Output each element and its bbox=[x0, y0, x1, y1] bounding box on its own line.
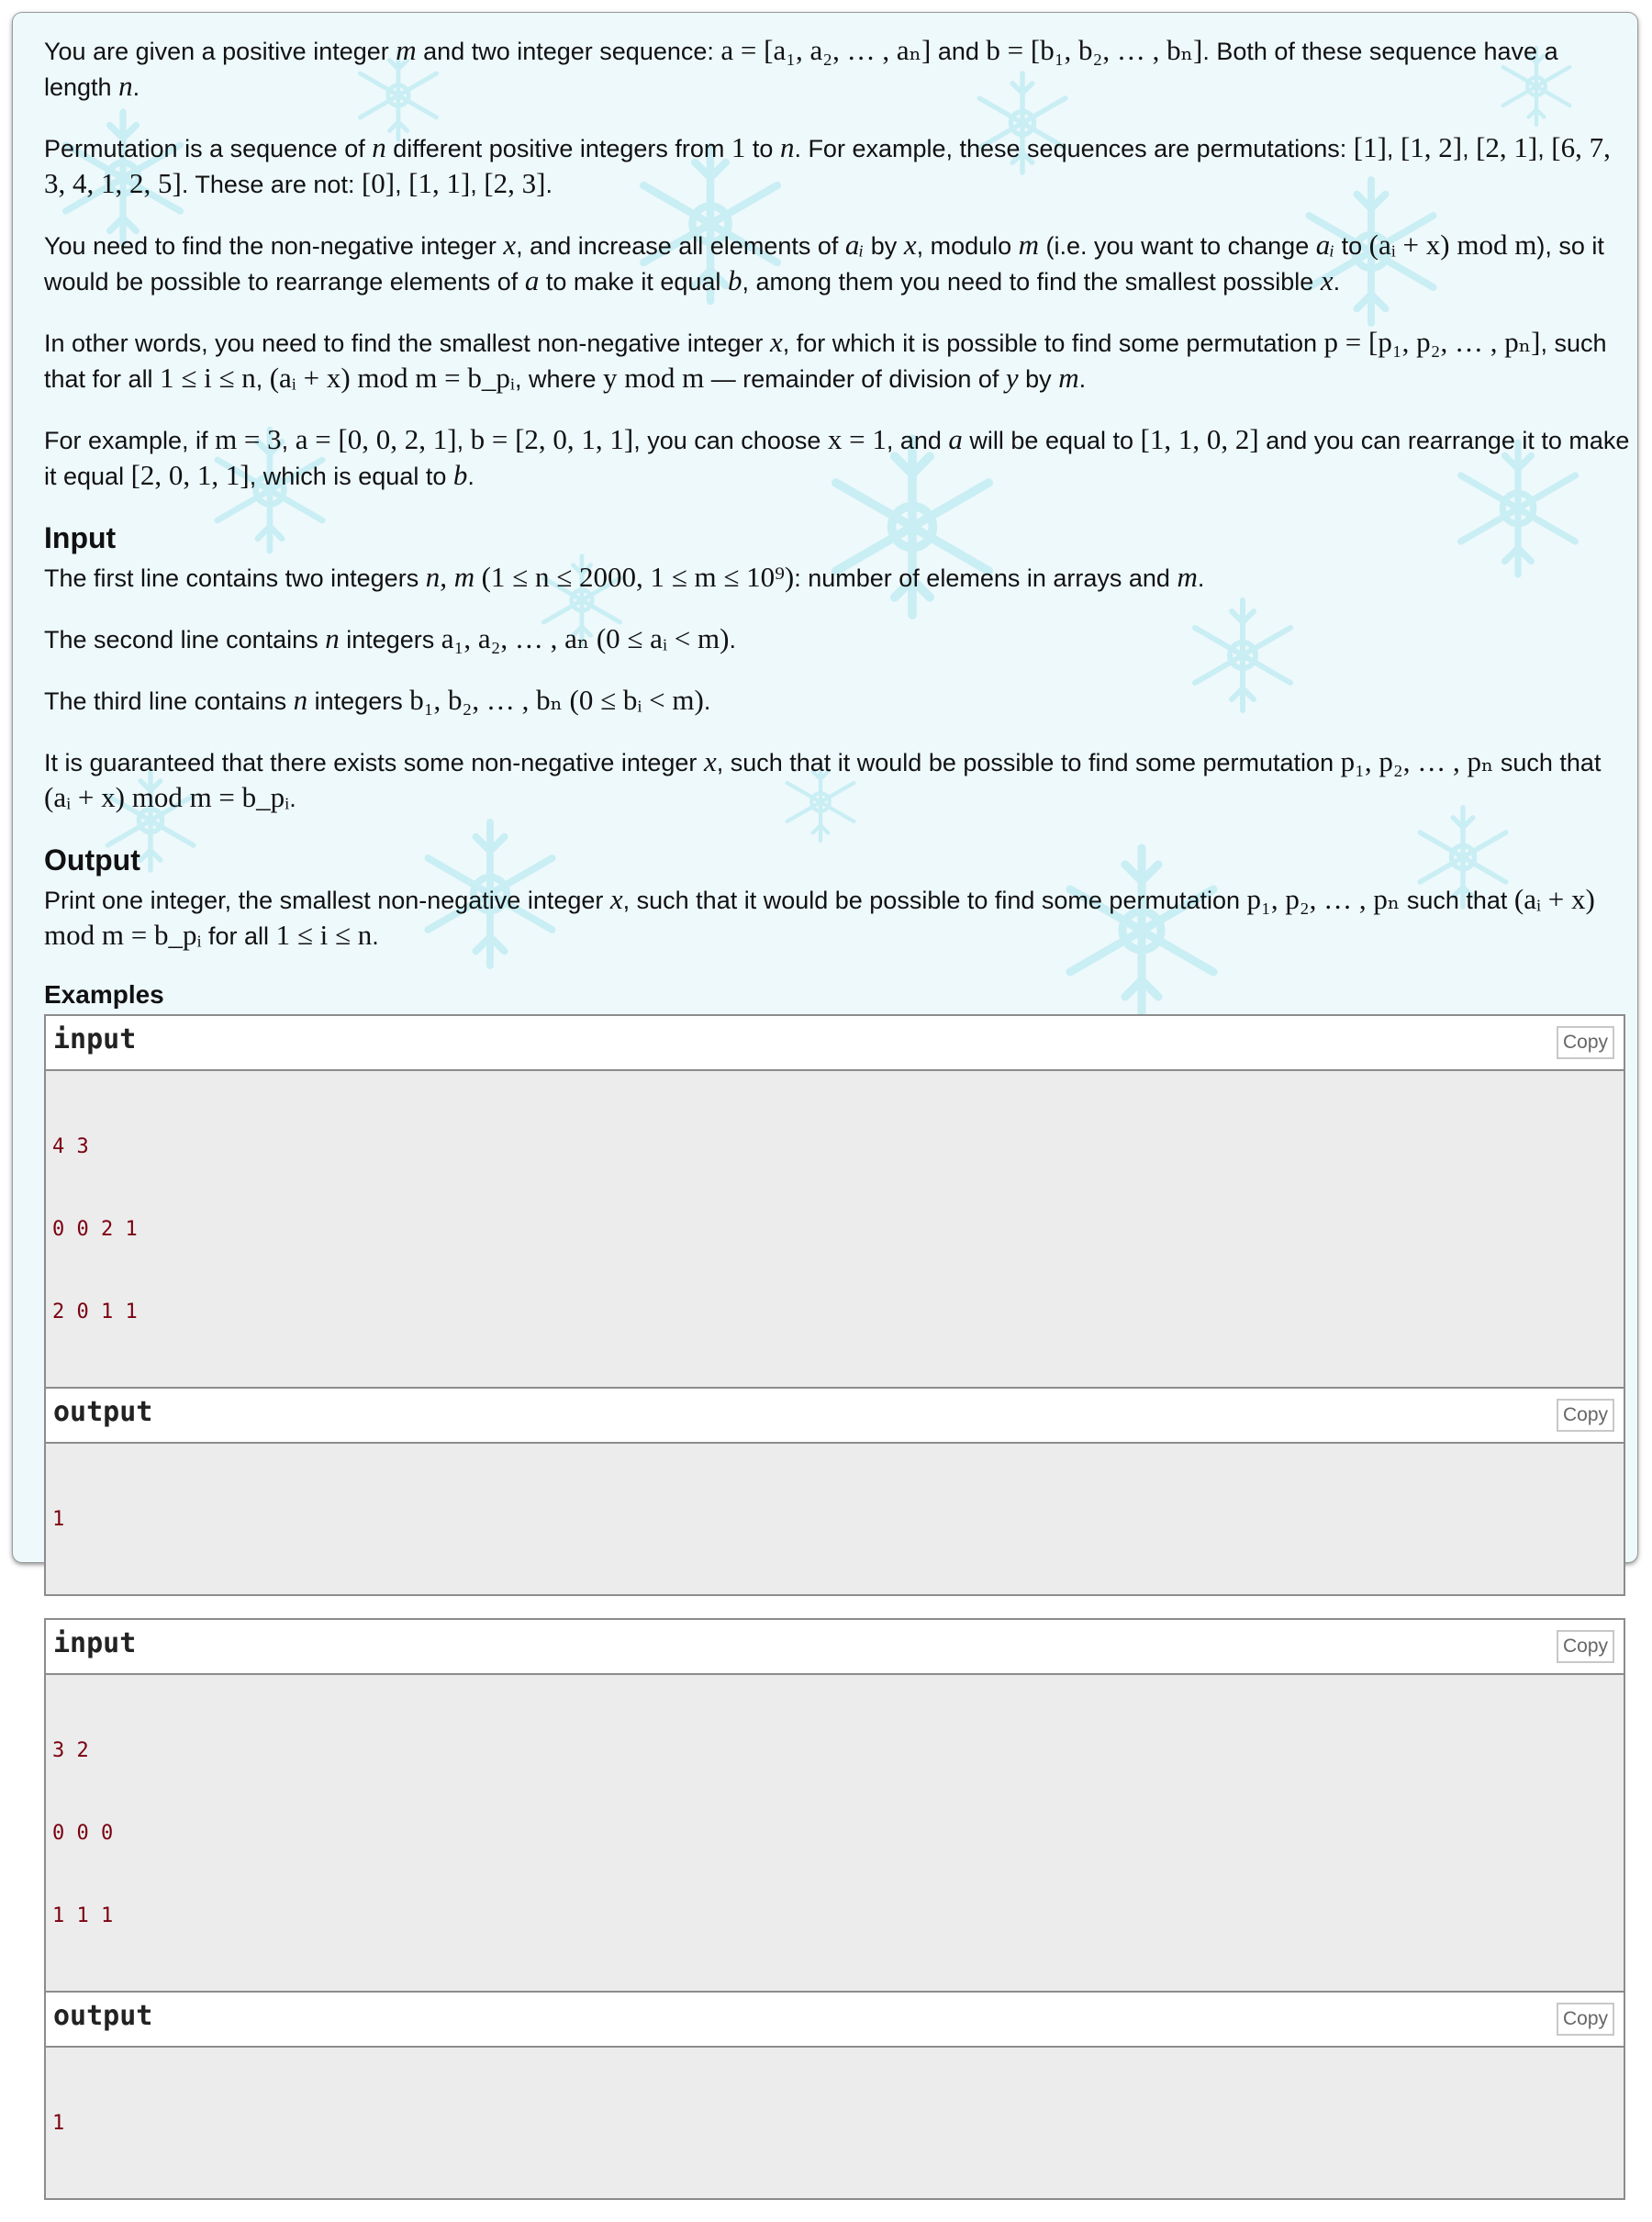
input-label: input bbox=[53, 1627, 137, 1659]
example-1-input-body[interactable] bbox=[46, 1071, 1624, 1387]
copy-output-button[interactable]: Copy bbox=[1557, 2003, 1614, 2036]
legend-paragraph-3: You need to find the non-negative integer x, and increase all elements of aᵢ by x, modulo m (i.e. you want to change aᵢ to (aᵢ + x) mod m), so it would be possible to rearrange elements of a to make it equal b, among them you need to find the smallest possible x. bbox=[44, 229, 1604, 296]
sequence-b-formula: b = [b₁, b₂, … , bₙ] bbox=[986, 34, 1203, 66]
input-label: input bbox=[53, 1023, 137, 1055]
example-1-output-header bbox=[46, 1387, 1624, 1444]
example-2-input-header bbox=[46, 1620, 1624, 1675]
problem-statement-card bbox=[13, 13, 1637, 2135]
output-label: output bbox=[53, 2000, 153, 2032]
copy-input-button[interactable]: Copy bbox=[1557, 1026, 1614, 1059]
input-paragraph-1: The first line contains two integers n, m (1 ≤ n ≤ 2000, 1 ≤ m ≤ 10⁹): number of elemens in arrays and m. bbox=[44, 561, 1205, 593]
output-line: 1 bbox=[52, 2112, 65, 2135]
input-paragraph-2: The second line contains n integers a₁, a₂, … , aₙ (0 ≤ aᵢ < m). bbox=[44, 622, 736, 654]
example-2-output-header bbox=[46, 1991, 1624, 2048]
output-paragraph: Print one integer, the smallest non-negative integer x, such that it would be possible to find some permutation p₁, p₂, … , pₙ such that (aᵢ + x) mod m = b_pᵢ for all 1 ≤ i ≤ n. bbox=[44, 883, 1595, 951]
input-line: 0 0 0 bbox=[52, 1822, 114, 1845]
copy-output-button[interactable]: Copy bbox=[1557, 1399, 1614, 1432]
input-line: 3 2 bbox=[52, 1739, 89, 1762]
examples-title: Examples bbox=[44, 980, 164, 1009]
input-section-title: Input bbox=[44, 521, 117, 554]
output-line: 1 bbox=[52, 1508, 65, 1531]
legend-paragraph-2: Permutation is a sequence of n different positive integers from 1 to n. For example, these sequences are permutations: [1], [1, 2], [2, 1], [6, 7, 3, 4, 1, 2, 5]. These are not: [0], [1, 1], [2, 3]. bbox=[44, 131, 1611, 199]
legend-paragraph-1: You are given a positive integer m and two integer sequence: a = [a₁, a₂, … , aₙ] and b = [b₁, b₂, … , bₙ]. Both of these sequence have a length n. bbox=[44, 34, 1558, 102]
example-1-input-header bbox=[46, 1016, 1624, 1071]
copy-input-button[interactable]: Copy bbox=[1557, 1630, 1614, 1663]
legend-paragraph-5: For example, if m = 3, a = [0, 0, 2, 1], b = [2, 0, 1, 1], you can choose x = 1, and a will be equal to [1, 1, 0, 2] and you can rearrange it to make it equal [2, 0, 1, 1], which is equal to b. bbox=[44, 423, 1630, 491]
legend-paragraph-4: In other words, you need to find the smallest non-negative integer x, for which it is possible to find some permutation p = [p₁, p₂, … , pₙ], such that for all 1 ≤ i ≤ n, (aᵢ + x) mod m = b_pᵢ, where y mod m — remainder of division of y by m. bbox=[44, 326, 1607, 394]
statement-content bbox=[44, 33, 1632, 2222]
input-line: 4 3 bbox=[52, 1135, 89, 1158]
input-line: 0 0 2 1 bbox=[52, 1218, 138, 1241]
example-2-input-body[interactable] bbox=[46, 1675, 1624, 1991]
input-line: 2 0 1 1 bbox=[52, 1301, 138, 1323]
output-section-title: Output bbox=[44, 843, 140, 877]
example-2 bbox=[44, 1618, 1625, 2200]
input-line: 1 1 1 bbox=[52, 1904, 114, 1927]
example-2-output-body[interactable] bbox=[46, 2048, 1624, 2198]
example-1-output-body[interactable] bbox=[46, 1444, 1624, 1594]
example-1 bbox=[44, 1014, 1625, 1596]
input-paragraph-4: It is guaranteed that there exists some non-negative integer x, such that it would be possible to find some permutation p₁, p₂, … , pₙ such that (aᵢ + x) mod m = b_pᵢ. bbox=[44, 745, 1602, 813]
sequence-a-formula: a = [a₁, a₂, … , aₙ] bbox=[720, 34, 932, 66]
input-paragraph-3: The third line contains n integers b₁, b₂, … , bₙ (0 ≤ bᵢ < m). bbox=[44, 684, 711, 716]
output-label: output bbox=[53, 1396, 153, 1428]
